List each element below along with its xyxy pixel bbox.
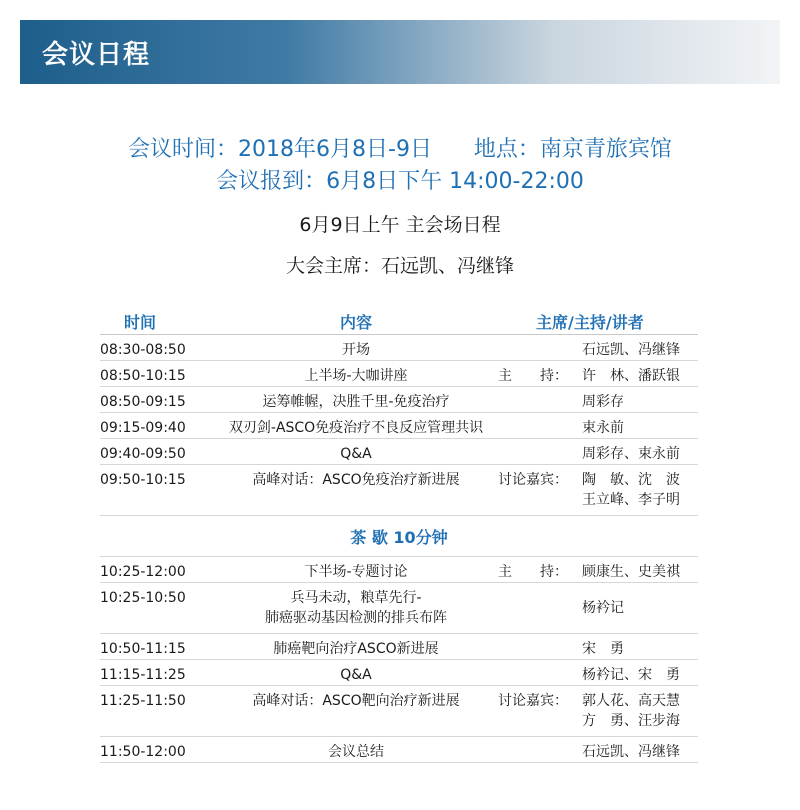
speaker-line: 方 勇、汪步海 — [582, 713, 680, 729]
row-content: 开场 — [342, 342, 370, 358]
row-time: 08:30-08:50 — [100, 342, 186, 358]
table-row — [100, 465, 698, 516]
content-line: 肺癌驱动基因检测的排兵布阵 — [265, 610, 447, 626]
row-time: 09:40-09:50 — [100, 446, 186, 462]
row-speakers: 束永前 — [582, 420, 624, 436]
row-time: 08:50-10:15 — [100, 368, 186, 384]
table-row — [100, 557, 698, 583]
table-row — [100, 634, 698, 660]
header-time: 时间 — [124, 313, 157, 332]
header-bar — [20, 20, 780, 84]
row-content: 高峰对话：ASCO靶向治疗新进展 — [252, 693, 460, 709]
row-content: 双刃剑-ASCO免疫治疗不良反应管理共识 — [228, 420, 484, 436]
row-speakers: 许 林、潘跃银 — [582, 368, 680, 384]
row-content: 高峰对话：ASCO免疫治疗新进展 — [252, 472, 460, 488]
speaker-line: 王立峰、李子明 — [582, 492, 680, 508]
table-header — [100, 308, 698, 335]
table-row — [100, 413, 698, 439]
row-speakers: 顾康生、史美祺 — [582, 564, 680, 580]
row-content: 会议总结 — [328, 744, 384, 760]
row-content: 运筹帷幄，决胜千里-免疫治疗 — [262, 394, 450, 410]
row-speakers — [582, 691, 680, 731]
row-role: 主 持： — [498, 368, 568, 384]
row-content: 上半场-大咖讲座 — [304, 368, 408, 384]
header-content: 内容 — [340, 313, 373, 332]
row-role: 讨论嘉宾： — [498, 693, 568, 709]
row-role: 讨论嘉宾： — [498, 472, 568, 488]
row-speakers — [582, 470, 680, 510]
conference-chairs: 大会主席：石远凯、冯继锋 — [285, 255, 514, 277]
row-time: 10:25-12:00 — [100, 564, 186, 580]
content-line: 兵马未动，粮草先行- — [290, 590, 422, 606]
table-row — [100, 335, 698, 361]
break-row — [100, 516, 698, 557]
row-time: 11:15-11:25 — [100, 667, 186, 683]
row-speakers: 周彩存 — [582, 394, 624, 410]
row-content — [206, 588, 506, 628]
row-content: 肺癌靶向治疗ASCO新进展 — [273, 641, 439, 657]
row-speakers: 石远凯、冯继锋 — [582, 744, 680, 760]
session-title: 6月9日上午 主会场日程 — [299, 214, 501, 236]
table-row — [100, 583, 698, 634]
table-row — [100, 439, 698, 465]
meeting-registration: 会议报到：6月8日下午 14:00-22:00 — [216, 169, 584, 194]
table-row — [100, 387, 698, 413]
row-speakers: 杨衿记、宋 勇 — [582, 667, 680, 683]
row-role: 主 持： — [498, 564, 568, 580]
row-time: 09:15-09:40 — [100, 420, 186, 436]
table-row — [100, 737, 698, 763]
table-row — [100, 660, 698, 686]
speaker-line: 陶 敏、沈 波 — [582, 472, 680, 488]
row-content: 下半场-专题讨论 — [304, 564, 408, 580]
row-time: 11:25-11:50 — [100, 693, 186, 709]
break-label: 茶 歇 10分钟 — [350, 528, 448, 547]
row-content: Q&A — [340, 667, 372, 683]
table-row — [100, 686, 698, 737]
row-time: 09:50-10:15 — [100, 472, 186, 488]
row-speakers: 杨衿记 — [582, 600, 624, 616]
row-time: 10:50-11:15 — [100, 641, 186, 657]
speaker-line: 郭人花、高天慧 — [582, 693, 680, 709]
table-row — [100, 361, 698, 387]
row-time: 08:50-09:15 — [100, 394, 186, 410]
page-title: 会议日程 — [42, 40, 151, 70]
schedule-table — [100, 308, 698, 763]
row-speakers: 周彩存、束永前 — [582, 446, 680, 462]
row-speakers: 石远凯、冯继锋 — [582, 342, 680, 358]
row-content: Q&A — [340, 446, 372, 462]
header-speaker: 主席/主持/讲者 — [536, 313, 644, 332]
row-time: 10:25-10:50 — [100, 590, 186, 606]
row-time: 11:50-12:00 — [100, 744, 186, 760]
meeting-time-location: 会议时间：2018年6月8日-9日 地点：南京青旅宾馆 — [128, 137, 672, 162]
row-speakers: 宋 勇 — [582, 641, 624, 657]
